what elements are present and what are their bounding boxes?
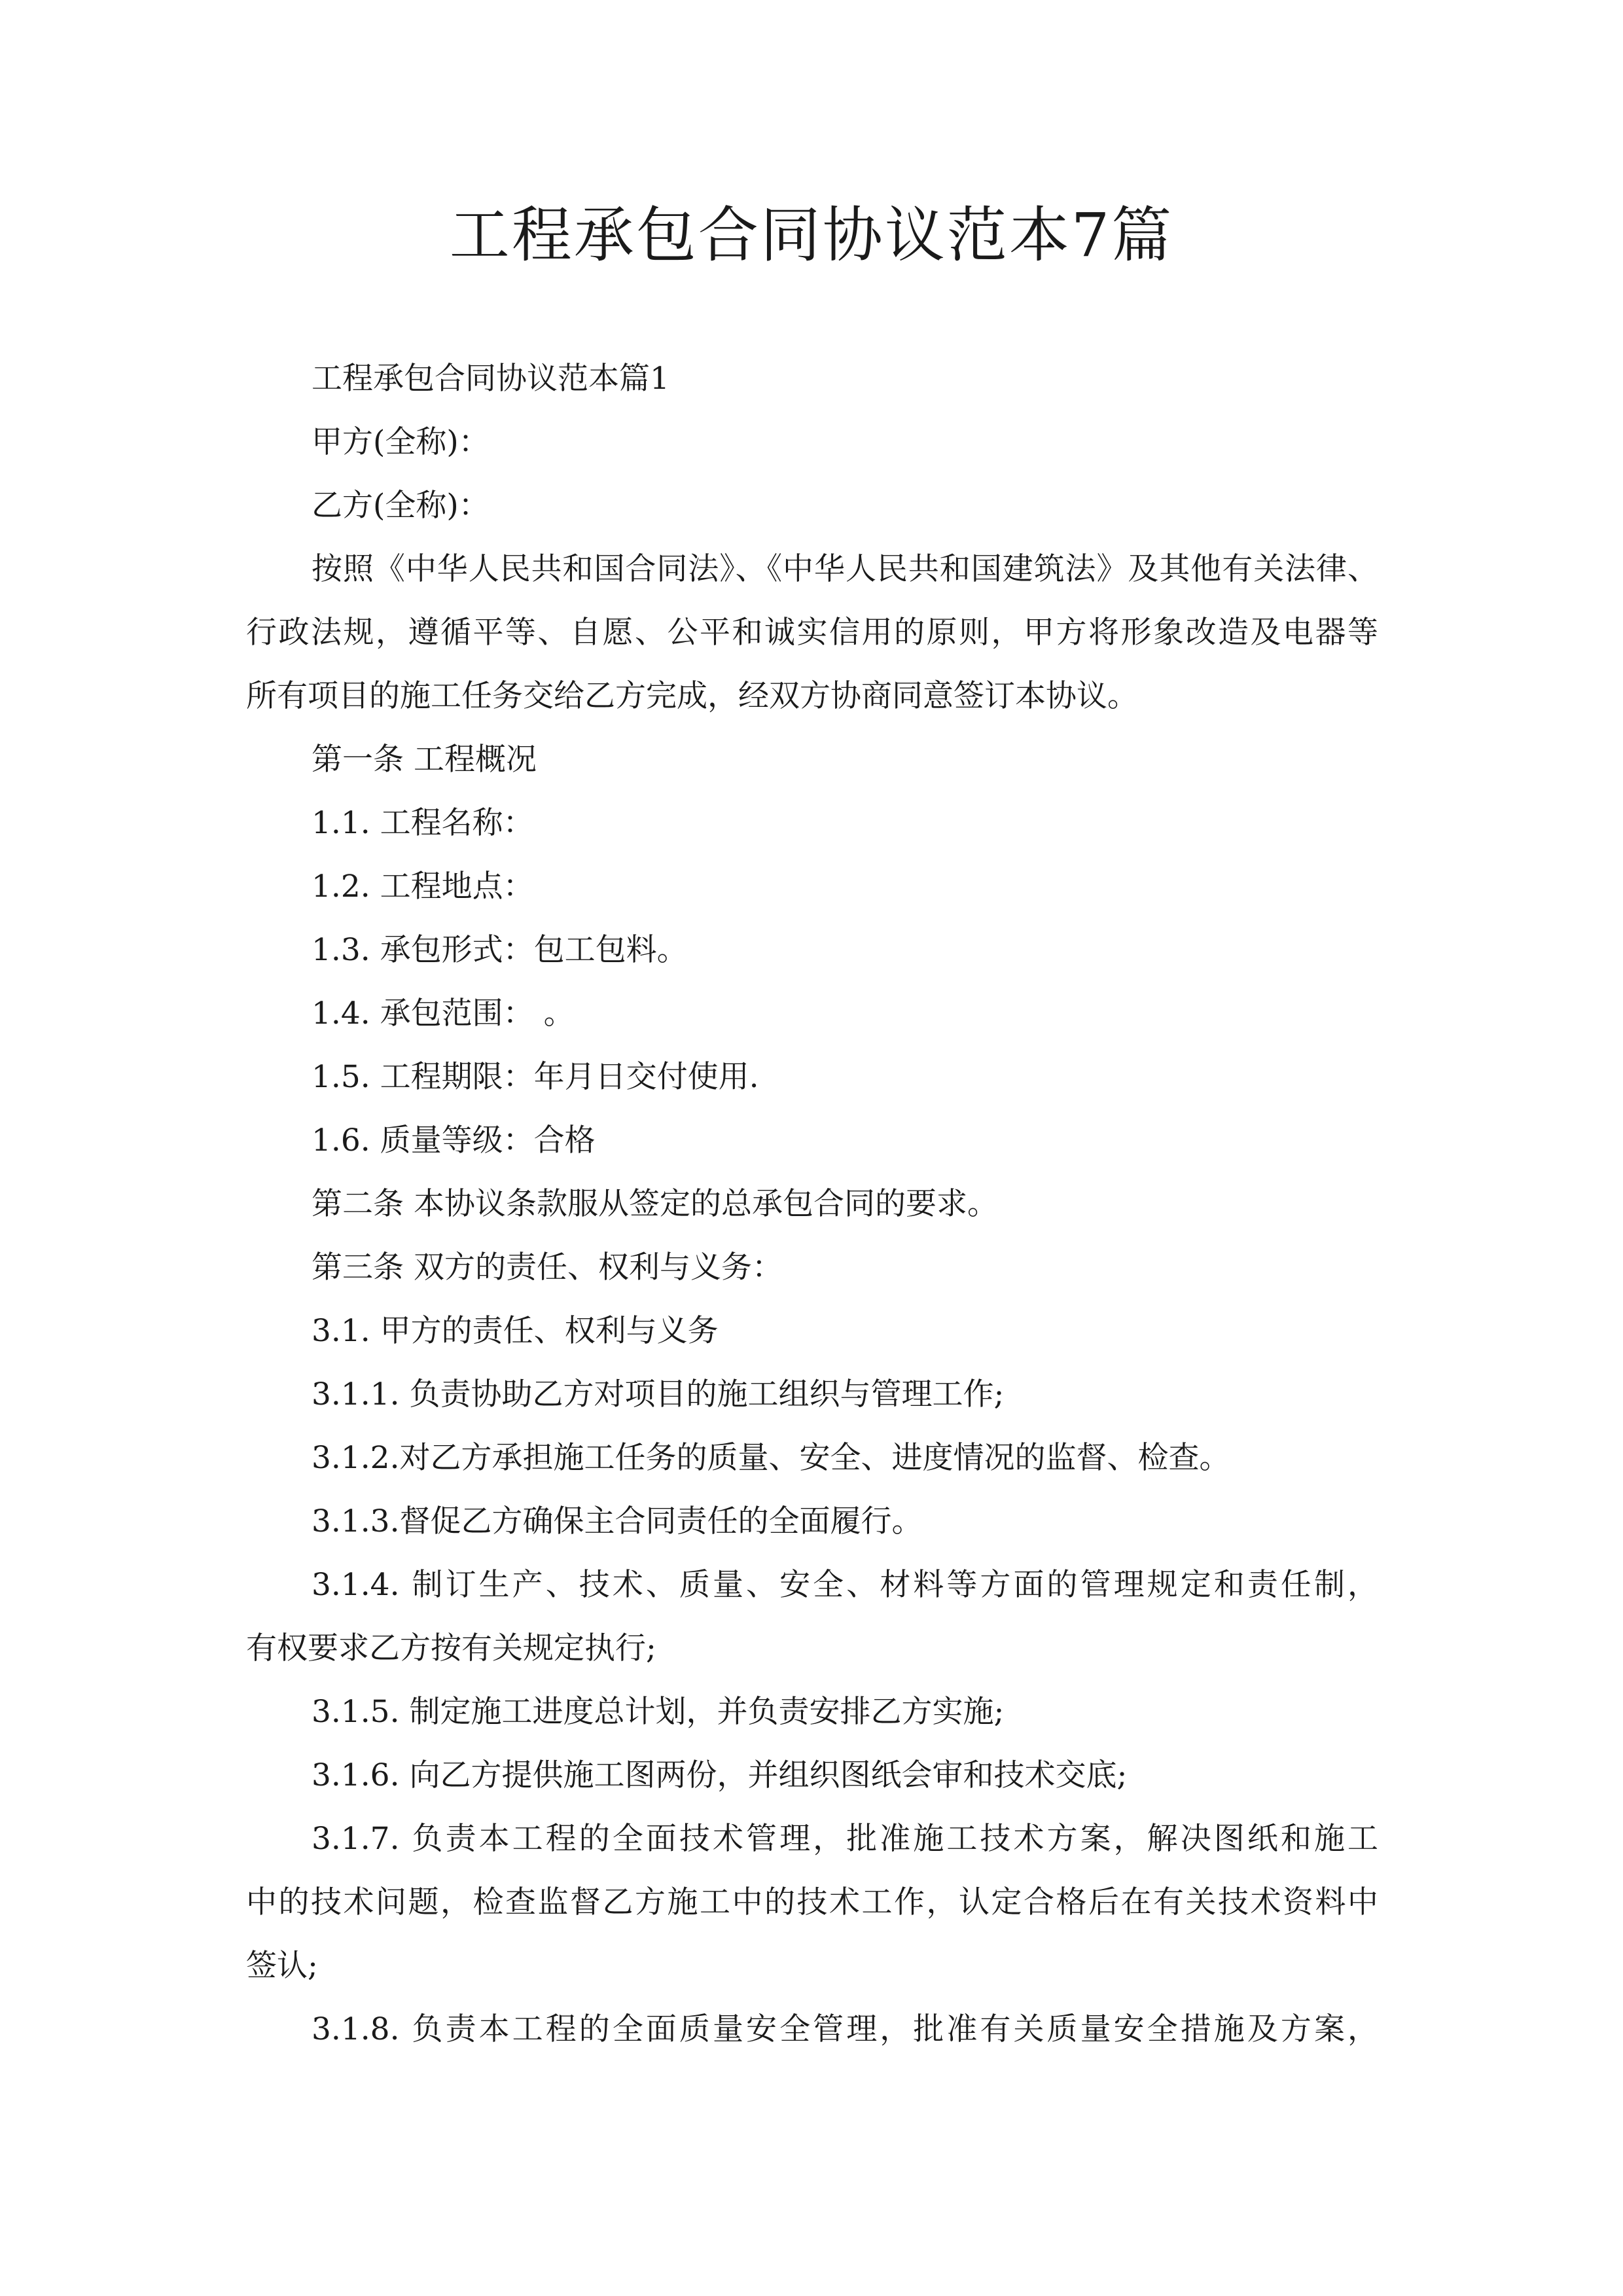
- clause-line: 1.6. 质量等级：合格: [312, 1122, 596, 1158]
- article-heading: 第二条 本协议条款服从签定的总承包合同的要求。: [312, 1186, 998, 1222]
- clause-line: 3.1.6. 向乙方提供施工图两份，并组织图纸会审和技术交底;: [312, 1757, 1128, 1793]
- clause-line: 中的技术问题，检查监督乙方施工中的技术工作，认定合格后在有关技术资料中: [246, 1884, 1378, 1920]
- clause-line: 签认;: [246, 1948, 318, 1984]
- clause-line: 3.1. 甲方的责任、权利与义务: [312, 1313, 719, 1349]
- clause-line: 3.1.2.对乙方承担施工任务的质量、安全、进度情况的监督、检查。: [312, 1440, 1230, 1476]
- clause-line: 有权要求乙方按有关规定执行;: [246, 1630, 656, 1666]
- clause-line: 1.2. 工程地点：: [312, 869, 534, 905]
- party-b-line: 乙方(全称)：: [312, 488, 490, 524]
- clause-line: 1.4. 承包范围： 。: [312, 996, 575, 1031]
- clause-line: 3.1.7. 负责本工程的全面技术管理，批准施工技术方案，解决图纸和施工: [312, 1821, 1378, 1857]
- clause-line: 1.1. 工程名称：: [312, 805, 534, 841]
- intro-paragraph-line: 按照《中华人民共和国合同法》、《中华人民共和国建筑法》及其他有关法律、: [312, 551, 1378, 587]
- document-title: 工程承包合同协议范本7篇: [449, 200, 1174, 270]
- clause-line: 3.1.3.督促乙方确保主合同责任的全面履行。: [312, 1503, 923, 1539]
- clause-line: 1.5. 工程期限：年月日交付使用.: [312, 1059, 759, 1095]
- article-heading: 第一条 工程概况: [312, 742, 537, 778]
- party-a-line: 甲方(全称)：: [312, 424, 490, 460]
- clause-line: 3.1.8. 负责本工程的全面质量安全管理，批准有关质量安全措施及方案，: [312, 2011, 1378, 2047]
- intro-paragraph-line: 行政法规，遵循平等、自愿、公平和诚实信用的原则，甲方将形象改造及电器等: [246, 615, 1378, 651]
- clause-line: 3.1.4. 制订生产、技术、质量、安全、材料等方面的管理规定和责任制，: [312, 1567, 1378, 1603]
- document-body: [246, 347, 1378, 2061]
- article-heading: 第三条 双方的责任、权利与义务：: [312, 1249, 783, 1285]
- section-heading: 工程承包合同协议范本篇1: [312, 361, 669, 397]
- clause-line: 1.3. 承包形式：包工包料。: [312, 932, 688, 968]
- clause-line: 3.1.5. 制定施工进度总计划，并负责安排乙方实施;: [312, 1694, 1005, 1730]
- clause-line: 3.1.1. 负责协助乙方对项目的施工组织与管理工作;: [312, 1376, 1005, 1412]
- intro-paragraph-line: 所有项目的施工任务交给乙方完成，经双方协商同意签订本协议。: [246, 678, 1138, 714]
